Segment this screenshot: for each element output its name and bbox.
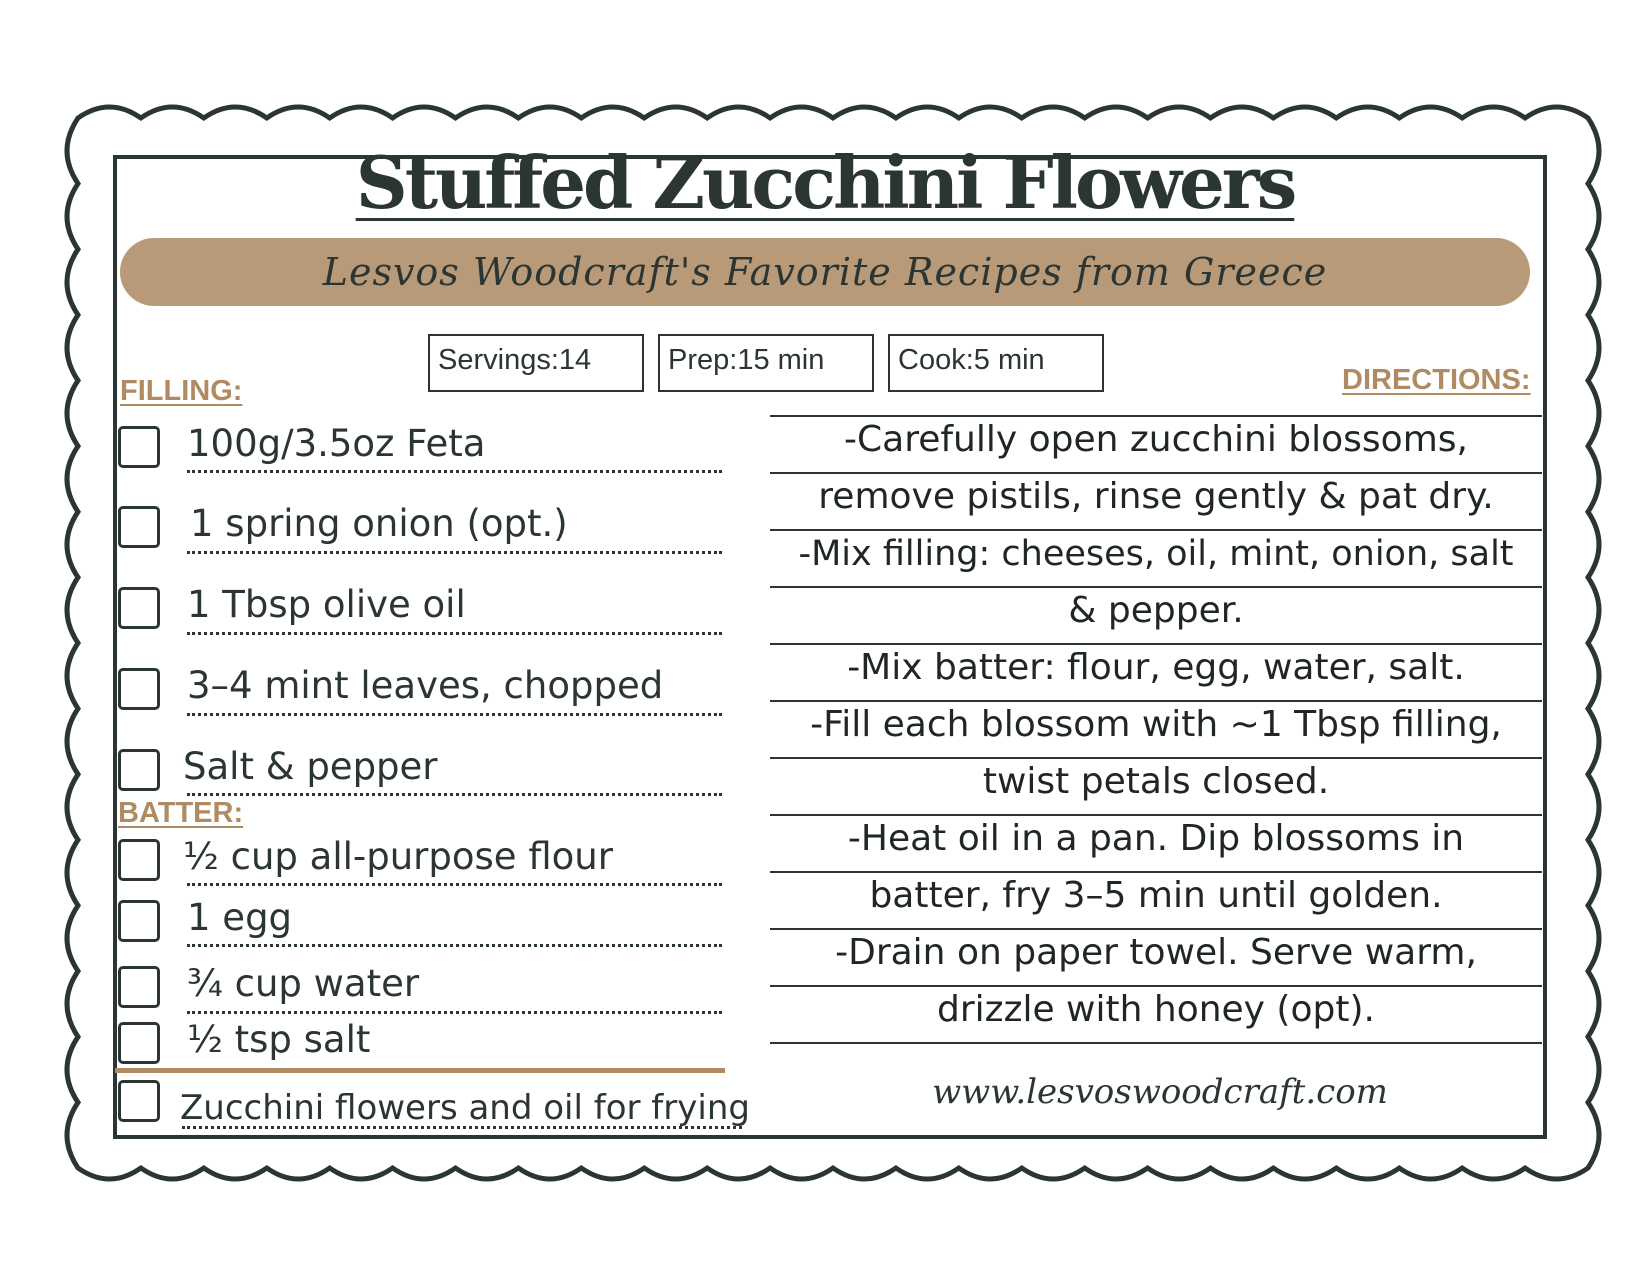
- direction-line: remove pistils, rinse gently & pat dry.: [818, 476, 1494, 517]
- dotted-line: [187, 944, 722, 947]
- checkbox-olive-oil[interactable]: [118, 587, 160, 629]
- dotted-line: [187, 470, 722, 473]
- directions-rule: [770, 985, 1542, 987]
- dotted-line: [187, 883, 722, 886]
- direction-line: -Mix batter: flour, egg, water, salt.: [847, 647, 1465, 688]
- directions-rule: [770, 757, 1542, 759]
- dotted-line: [182, 1126, 742, 1129]
- servings-box: Servings:14: [428, 334, 644, 392]
- ingredient-zucchini-flowers: Zucchini flowers and oil for frying: [180, 1088, 750, 1128]
- checkbox-spring-onion[interactable]: [118, 506, 160, 548]
- batter-heading: BATTER:: [118, 797, 244, 829]
- dotted-line: [187, 793, 722, 796]
- checkbox-mint[interactable]: [118, 668, 160, 710]
- ingredient-olive-oil: 1 Tbsp olive oil: [187, 583, 466, 626]
- directions-rule: [770, 529, 1542, 531]
- directions-rule: [770, 586, 1542, 588]
- directions-rule: [770, 1042, 1542, 1044]
- checkbox-egg[interactable]: [118, 900, 160, 942]
- checkbox-salt-pepper[interactable]: [118, 749, 160, 791]
- subtitle-banner: [120, 238, 1530, 306]
- directions-rule: [770, 700, 1542, 702]
- directions-rule: [770, 928, 1542, 930]
- recipe-title: Stuffed Zucchini Flowers: [355, 140, 1295, 225]
- checkbox-water[interactable]: [118, 966, 160, 1008]
- direction-line: -Carefully open zucchini blossoms,: [844, 419, 1468, 460]
- ingredient-feta: 100g/3.5oz Feta: [187, 422, 486, 465]
- subtitle-banner-text: Lesvos Woodcraft's Favorite Recipes from Greece: [322, 250, 1328, 294]
- direction-line: & pepper.: [1068, 590, 1244, 631]
- dotted-line: [187, 1011, 722, 1014]
- direction-line: -Heat oil in a pan. Dip blossoms in: [847, 818, 1465, 859]
- filling-heading: FILLING:: [120, 375, 243, 407]
- direction-line: -Fill each blossom with ~1 Tbsp filling,: [810, 704, 1502, 745]
- ingredient-salt: ½ tsp salt: [187, 1018, 371, 1061]
- checkbox-feta[interactable]: [118, 426, 160, 468]
- direction-line: twist petals closed.: [982, 761, 1330, 802]
- direction-line: batter, fry 3–5 min until golden.: [869, 875, 1443, 916]
- batter-divider: [115, 1068, 725, 1073]
- ingredient-salt-pepper: Salt & pepper: [183, 745, 438, 788]
- dotted-line: [187, 713, 722, 716]
- directions-rule: [770, 472, 1542, 474]
- direction-line: drizzle with honey (opt).: [937, 989, 1375, 1030]
- directions-rule: [770, 643, 1542, 645]
- dotted-line: [187, 551, 722, 554]
- ingredient-egg: 1 egg: [187, 896, 293, 939]
- dotted-line: [187, 632, 722, 635]
- website-link[interactable]: www.lesvoswoodcraft.com: [932, 1072, 1388, 1112]
- ingredient-mint: 3–4 mint leaves, chopped: [187, 664, 664, 707]
- directions-rule: [770, 871, 1542, 873]
- checkbox-salt[interactable]: [118, 1022, 160, 1064]
- direction-line: -Drain on paper towel. Serve warm,: [835, 932, 1477, 973]
- directions-heading: DIRECTIONS:: [1342, 364, 1531, 396]
- directions-rule: [770, 814, 1542, 816]
- ingredient-water: ¾ cup water: [187, 962, 420, 1005]
- checkbox-zucchini-flowers[interactable]: [118, 1080, 160, 1122]
- ingredient-spring-onion: 1 spring onion (opt.): [190, 502, 568, 545]
- checkbox-flour[interactable]: [118, 839, 160, 881]
- ingredient-flour: ½ cup all-purpose flour: [183, 835, 613, 878]
- direction-line: -Mix filling: cheeses, oil, mint, onion, salt: [798, 534, 1514, 574]
- cook-time-box: Cook:5 min: [888, 334, 1104, 392]
- directions-rule: [770, 415, 1542, 417]
- prep-time-box: Prep:15 min: [658, 334, 874, 392]
